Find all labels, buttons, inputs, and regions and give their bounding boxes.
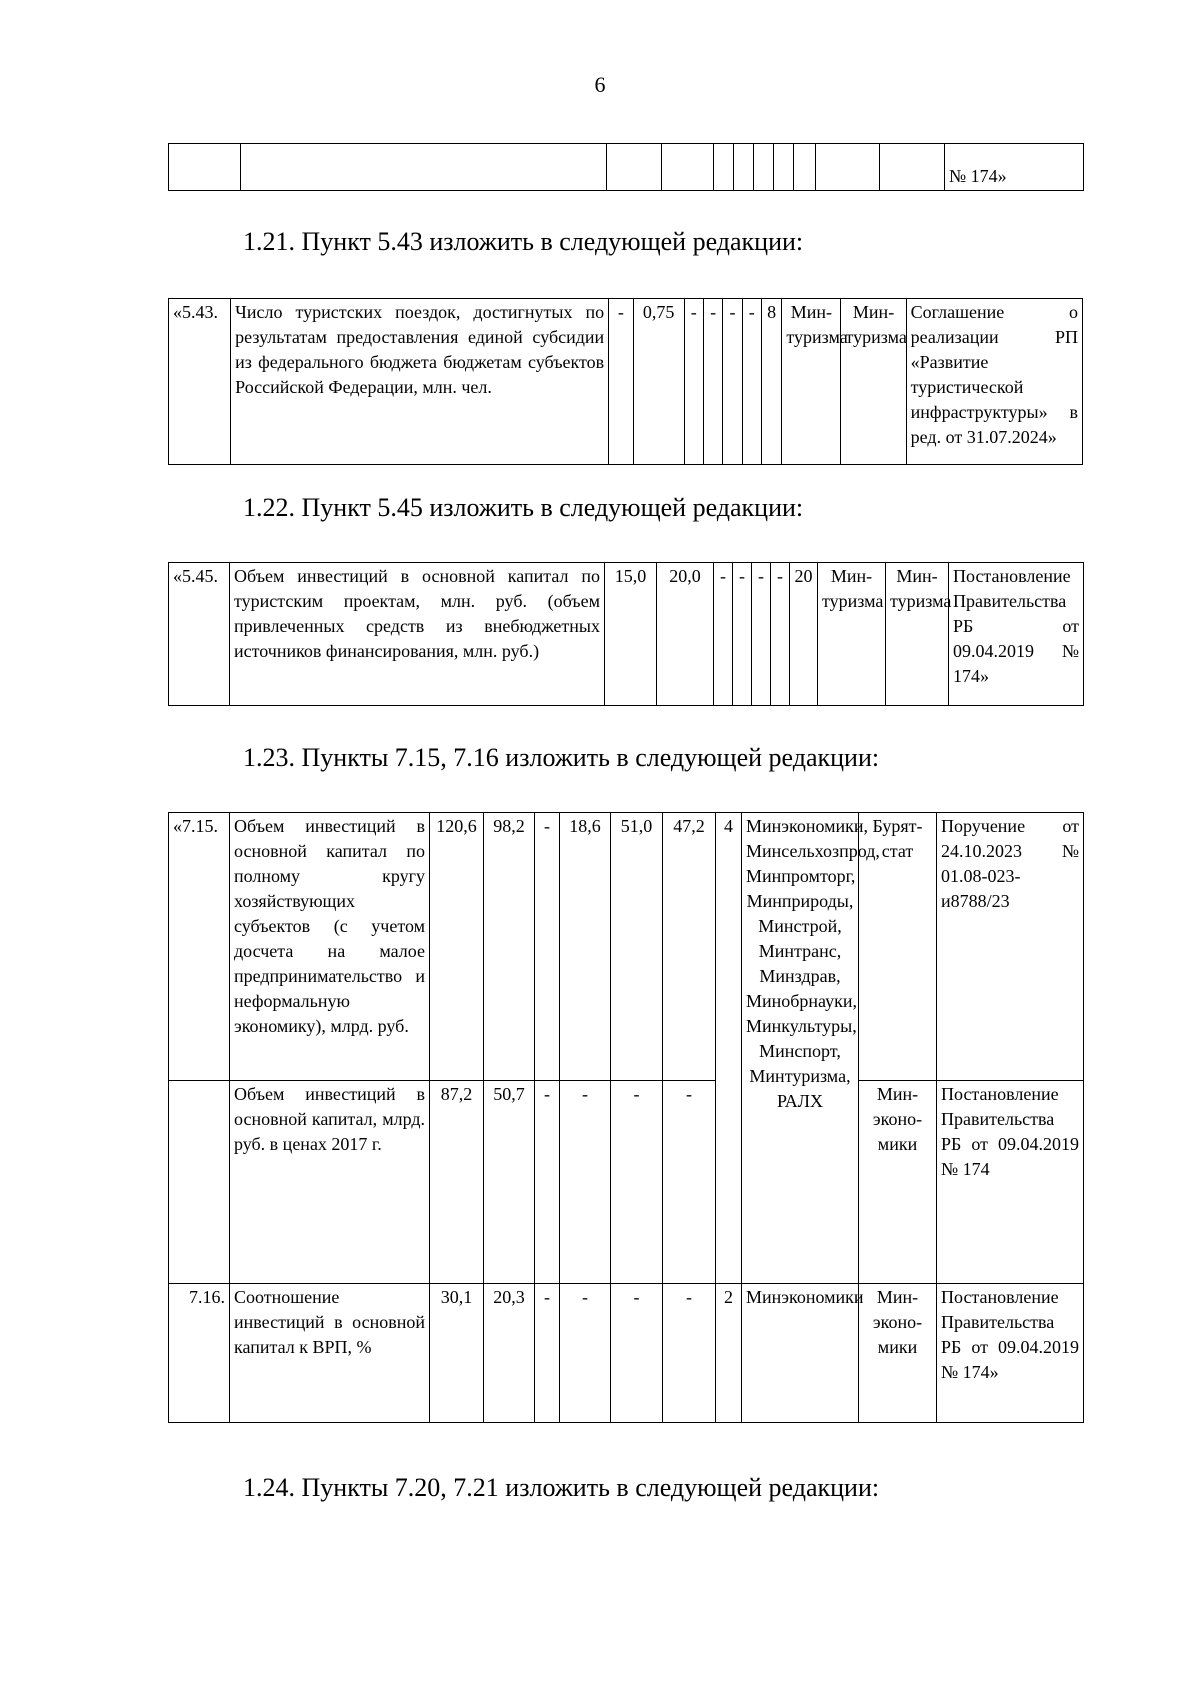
cell-value: 20,3: [484, 1284, 535, 1423]
cell-basis: Постановление Правительства РБ от 09.04.2019 № 174»: [949, 563, 1084, 706]
cell-value: 98,2: [484, 813, 535, 1081]
cell-value: 20: [790, 563, 818, 706]
cell-responsible: Мин-туризма: [886, 563, 949, 706]
cell-value: 50,7: [484, 1081, 535, 1284]
cell-value: -: [703, 299, 722, 465]
table-row: [169, 299, 1083, 465]
cell-num: «7.15.: [169, 813, 230, 1081]
cell-value: -: [611, 1284, 663, 1423]
section-heading: 1.24. Пункты 7.20, 7.21 изложить в следующей редакции:: [243, 1473, 880, 1502]
cell-value: 30,1: [430, 1284, 484, 1423]
cell-basis: № 174»: [945, 144, 1084, 191]
cell-responsible-merged: Минэкономики, Минсельхозпрод, Минпромторг, Минприроды, Минстрой, Минтранс, Минздрав, Минобрнауки, Минкультуры, Минспорт, Минтуризма, РАЛХ: [742, 813, 859, 1284]
section-heading: 1.21. Пункт 5.43 изложить в следующей редакции:: [243, 227, 804, 256]
cell-value: 0,75: [633, 299, 684, 465]
cell-value: -: [752, 563, 771, 706]
cell-responsible: Минэкономики: [742, 1284, 859, 1423]
cell-responsible: Мин-туризма: [841, 299, 906, 465]
cell-value: 87,2: [430, 1081, 484, 1284]
cell-basis: Постановление Правительства РБ от 09.04.2019 № 174»: [937, 1284, 1084, 1423]
cell-value: -: [742, 299, 761, 465]
cell-value: 47,2: [663, 813, 716, 1081]
cell-value: 15,0: [605, 563, 657, 706]
cell-value: 8: [761, 299, 781, 465]
cell-indicator-name: Объем инвестиций в основной капитал по туристским проектам, млн. руб. (объем привлеченных средств из внебюджетных источников финансирования, млн. руб.): [230, 563, 605, 706]
cell-value: 51,0: [611, 813, 663, 1081]
table-row: [169, 813, 1084, 1081]
page-number: 6: [594, 72, 606, 97]
cell-responsible: Мин-туризма: [782, 299, 841, 465]
cell-responsible: Мин-эконо-мики: [859, 1081, 937, 1284]
cell-num: «5.43.: [169, 299, 231, 465]
cell-value: -: [611, 1081, 663, 1284]
cell-num: «5.45.: [169, 563, 230, 706]
section-heading: 1.22. Пункт 5.45 изложить в следующей редакции:: [243, 493, 804, 522]
table-continuation: [168, 143, 1084, 191]
cell-value: -: [684, 299, 703, 465]
cell-value: -: [663, 1284, 716, 1423]
cell-responsible: Мин-эконо-мики: [859, 1284, 937, 1423]
cell-indicator-name: Объем инвестиций в основной капитал, млрд. руб. в ценах 2017 г.: [230, 1081, 430, 1284]
table-item-5-43: [168, 298, 1083, 465]
cell-value: 2: [716, 1284, 742, 1423]
cell-value: 18,6: [560, 813, 611, 1081]
cell-num: 7.16.: [169, 1284, 230, 1423]
cell-value: -: [535, 813, 560, 1081]
cell-indicator-name: Число туристских поездок, достигнутых по результатам предоставления единой субсидии из федерального бюджета бюджетам субъектов Российской Федерации, млн. чел.: [231, 299, 609, 465]
cell-value: 20,0: [657, 563, 714, 706]
cell-value: -: [733, 563, 752, 706]
cell-responsible: Бурят-стат: [859, 813, 937, 1081]
table-row: [169, 563, 1084, 706]
cell-indicator-name: Соотношение инвестиций в основной капитал к ВРП, %: [230, 1284, 430, 1423]
table-row: [169, 144, 1084, 191]
cell-value: -: [535, 1081, 560, 1284]
cell-value: 120,6: [430, 813, 484, 1081]
cell-value: -: [560, 1284, 611, 1423]
cell-basis: Соглашение о реализации РП «Развитие туристической инфраструктуры» в ред. от 31.07.2024»: [906, 299, 1082, 465]
cell-value: -: [535, 1284, 560, 1423]
cell-responsible: Мин-туризма: [818, 563, 886, 706]
cell-value: -: [771, 563, 790, 706]
table-items-7-15-7-16: [168, 812, 1084, 1423]
cell-value: -: [560, 1081, 611, 1284]
table-item-5-45: [168, 562, 1084, 706]
cell-value: -: [609, 299, 633, 465]
cell-value: -: [663, 1081, 716, 1284]
cell-indicator-name: Объем инвестиций в основной капитал по полному кругу хозяйствующих субъектов (с учетом досчета на малое предпринимательство и неформальную экономику), млрд. руб.: [230, 813, 430, 1081]
cell-basis: Поручение от 24.10.2023 № 01.08-023-и8788/23: [937, 813, 1084, 1081]
table-row: [169, 1081, 1084, 1284]
cell-value: -: [714, 563, 733, 706]
cell-basis: Постановление Правительства РБ от 09.04.2019 № 174: [937, 1081, 1084, 1284]
cell-value: -: [723, 299, 742, 465]
cell-value: 4: [716, 813, 742, 1284]
section-heading: 1.23. Пункты 7.15, 7.16 изложить в следующей редакции:: [243, 743, 880, 772]
table-row: [169, 1284, 1084, 1423]
